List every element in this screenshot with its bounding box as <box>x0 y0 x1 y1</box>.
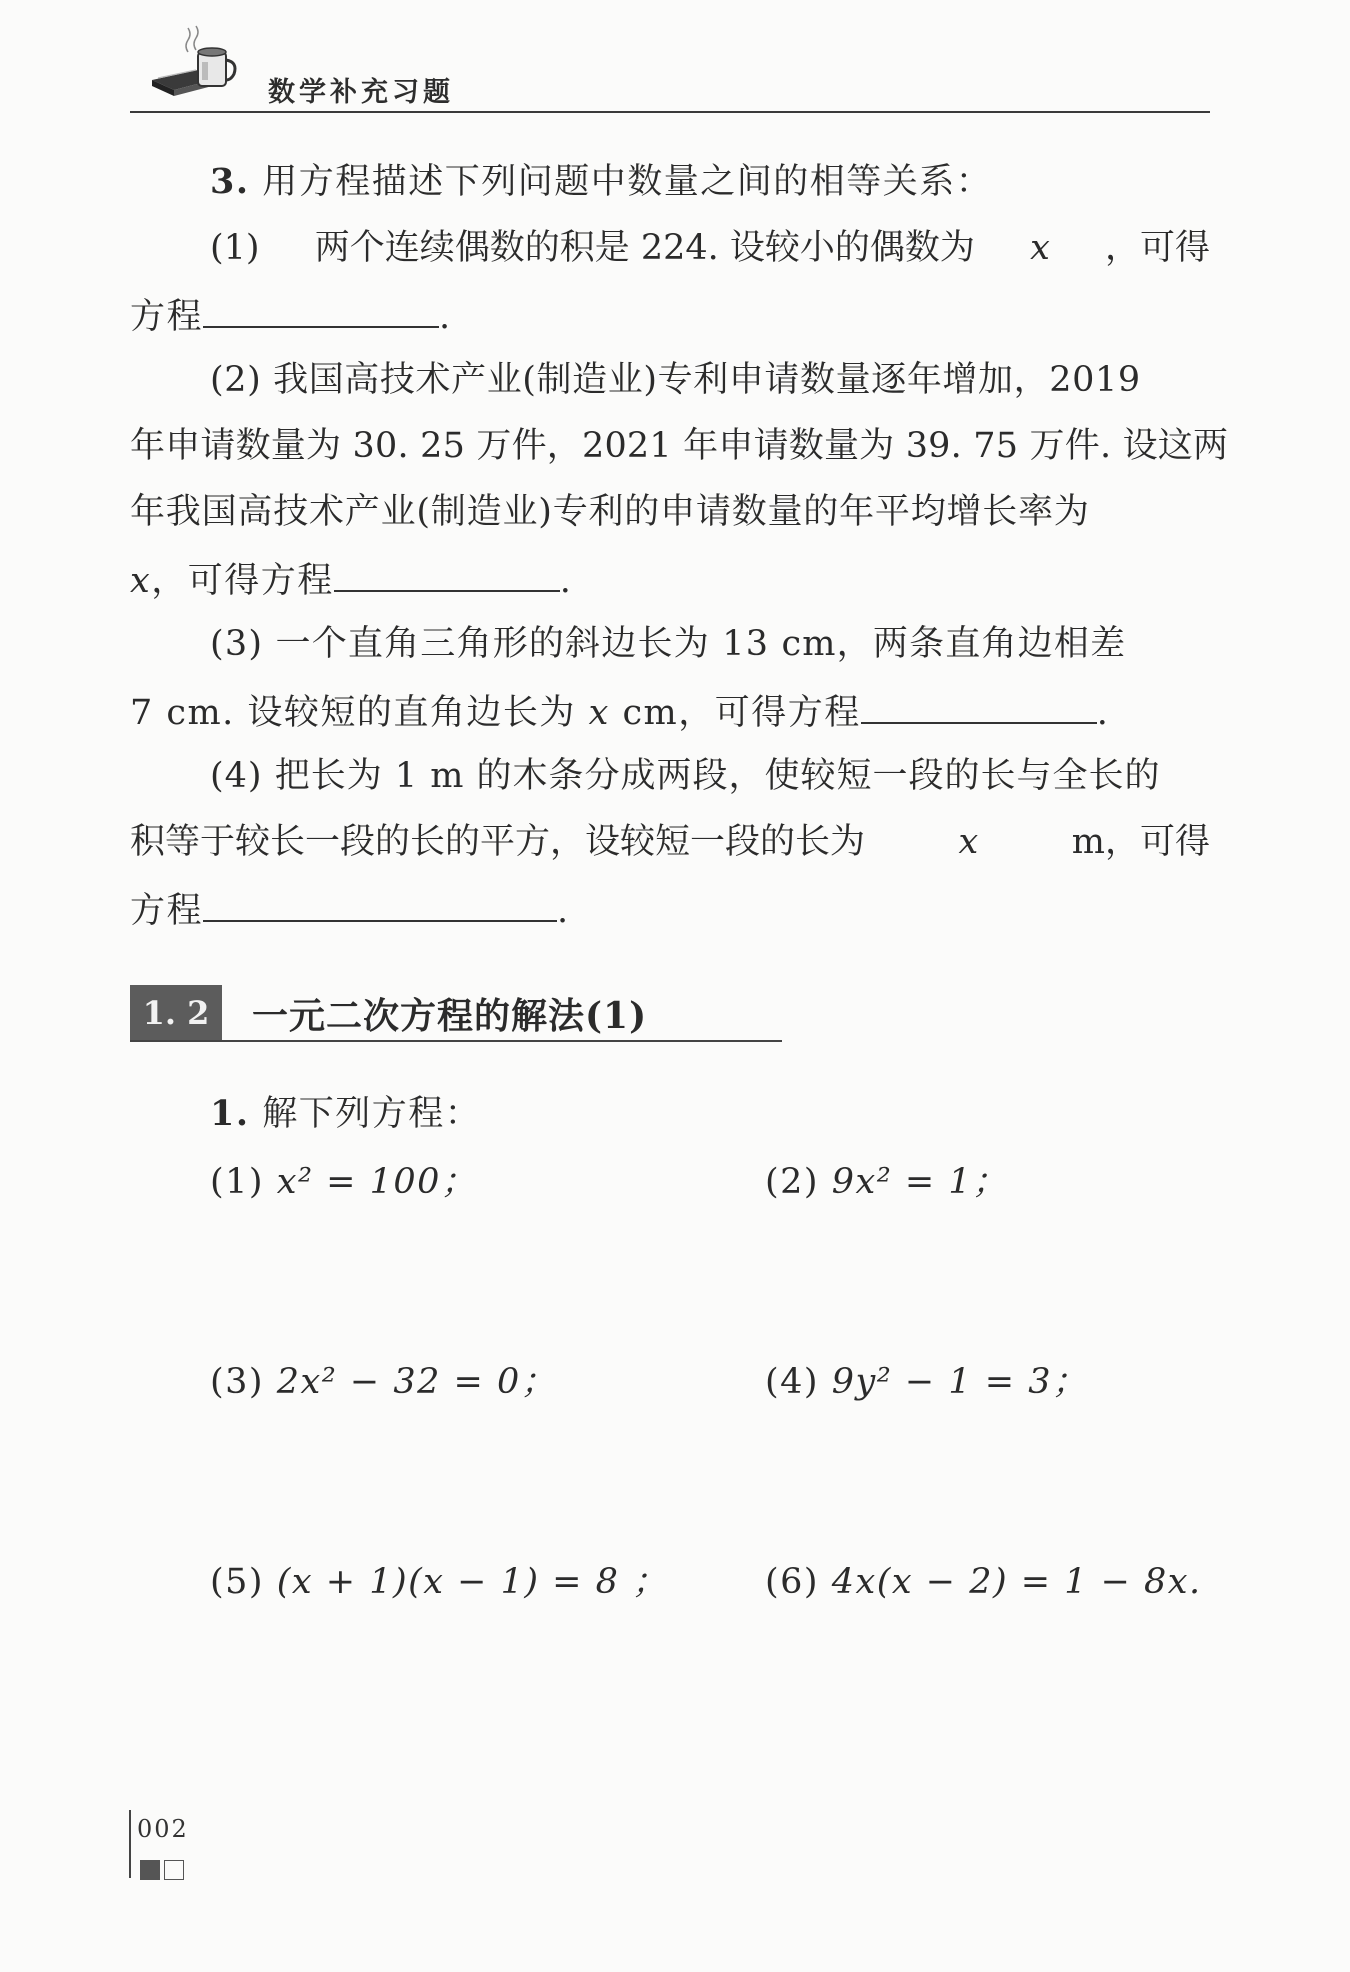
equation-2-label: (2) <box>765 1162 820 1202</box>
equation-3 <box>210 1360 557 1404</box>
problem3-stem-line <box>210 160 992 204</box>
problem1-stem-line <box>210 1092 481 1136</box>
empty-square-icon <box>164 1860 184 1880</box>
header-title: 数学补充习题 <box>268 77 454 108</box>
q4-answer-blank[interactable] <box>203 886 557 922</box>
q2-period: . <box>559 561 573 601</box>
equation-5 <box>210 1560 668 1604</box>
q4-variable: x <box>958 822 979 862</box>
equation-5-label: (5) <box>210 1562 265 1602</box>
footer-divider <box>129 1810 131 1878</box>
header-divider <box>130 111 1210 113</box>
equation-1-text: x² = 100； <box>276 1162 478 1202</box>
q3-line2-text-a: 7 cm. 设较短的直角边长为 <box>130 693 589 733</box>
q3-period: . <box>1096 693 1110 733</box>
problem3-stem: 用方程描述下列问题中数量之间的相等关系： <box>262 162 993 202</box>
q2-line4 <box>130 556 572 603</box>
equation-3-text: 2x² − 32 = 0； <box>276 1362 558 1402</box>
q3-answer-blank[interactable] <box>861 688 1097 724</box>
section-underline <box>130 1040 782 1042</box>
q4-line1: (4) 把长为 1 m 的木条分成两段，使较短一段的长与全长的 <box>210 756 1161 796</box>
problem1-number: 1. <box>210 1093 250 1134</box>
book-and-mug-icon <box>150 22 242 102</box>
equation-4 <box>765 1360 1088 1404</box>
q3-line2-text-b: cm，可得方程 <box>609 693 861 733</box>
q4-period: . <box>557 891 570 931</box>
filled-square-icon <box>140 1860 160 1880</box>
q4-line3 <box>130 886 570 933</box>
q2-line1: (2) 我国高技术产业(制造业)专利申请数量逐年增加，2019 <box>210 360 1141 400</box>
q3-line2 <box>130 688 1109 735</box>
q1-line1 <box>210 226 1210 270</box>
q2-line3: 年我国高技术产业(制造业)专利的申请数量的年平均增长率为 <box>130 492 1090 532</box>
section-number-badge: 1. 2 <box>130 985 222 1041</box>
q2-answer-blank[interactable] <box>334 556 560 592</box>
equation-2 <box>765 1160 1009 1204</box>
q1-text-end: ，可得 <box>1104 228 1210 268</box>
equation-6-text: 4x(x − 2) = 1 − 8x. <box>831 1562 1202 1602</box>
q1-answer-blank[interactable] <box>203 292 439 328</box>
q4-line2-text-b: m，可得 <box>1071 822 1210 862</box>
q2-line4-text: ，可得方程 <box>151 561 334 601</box>
q1-line2 <box>130 292 452 339</box>
equation-2-text: 9x² = 1； <box>831 1162 1009 1202</box>
problem1-stem: 解下列方程： <box>262 1094 482 1134</box>
q3-variable: x <box>588 693 610 733</box>
problem3-number: 3. <box>210 161 250 202</box>
q3-line1: (3) 一个直角三角形的斜边长为 13 cm，两条直角边相差 <box>210 624 1127 664</box>
equation-3-label: (3) <box>210 1362 265 1402</box>
q4-line2-text-a: 积等于较长一段的长的平方，设较短一段的长为 <box>130 822 866 862</box>
q2-line2: 年申请数量为 30. 25 万件，2021 年申请数量为 39. 75 万件. 设这两 <box>130 426 1229 466</box>
page-number: 002 <box>137 1815 189 1843</box>
q1-label: (1) <box>210 228 260 268</box>
equation-4-label: (4) <box>765 1362 820 1402</box>
q1-variable: x <box>1030 228 1050 268</box>
equation-1-label: (1) <box>210 1162 265 1202</box>
q1-line2-text: 方程 <box>130 297 204 337</box>
equation-5-text: (x + 1)(x − 1) = 8 ； <box>276 1562 669 1602</box>
equation-4-text: 9y² − 1 = 3； <box>831 1362 1089 1402</box>
q4-line3-text: 方程 <box>130 891 204 931</box>
q4-line2 <box>130 820 1210 864</box>
equation-6 <box>765 1560 1202 1604</box>
equation-1 <box>210 1160 477 1204</box>
q1-text: 两个连续偶数的积是 224. 设较小的偶数为 <box>314 228 975 268</box>
q1-period: . <box>439 297 452 337</box>
q2-variable: x <box>130 561 152 601</box>
section-title: 一元二次方程的解法(1) <box>252 995 648 1037</box>
equation-6-label: (6) <box>765 1562 820 1602</box>
